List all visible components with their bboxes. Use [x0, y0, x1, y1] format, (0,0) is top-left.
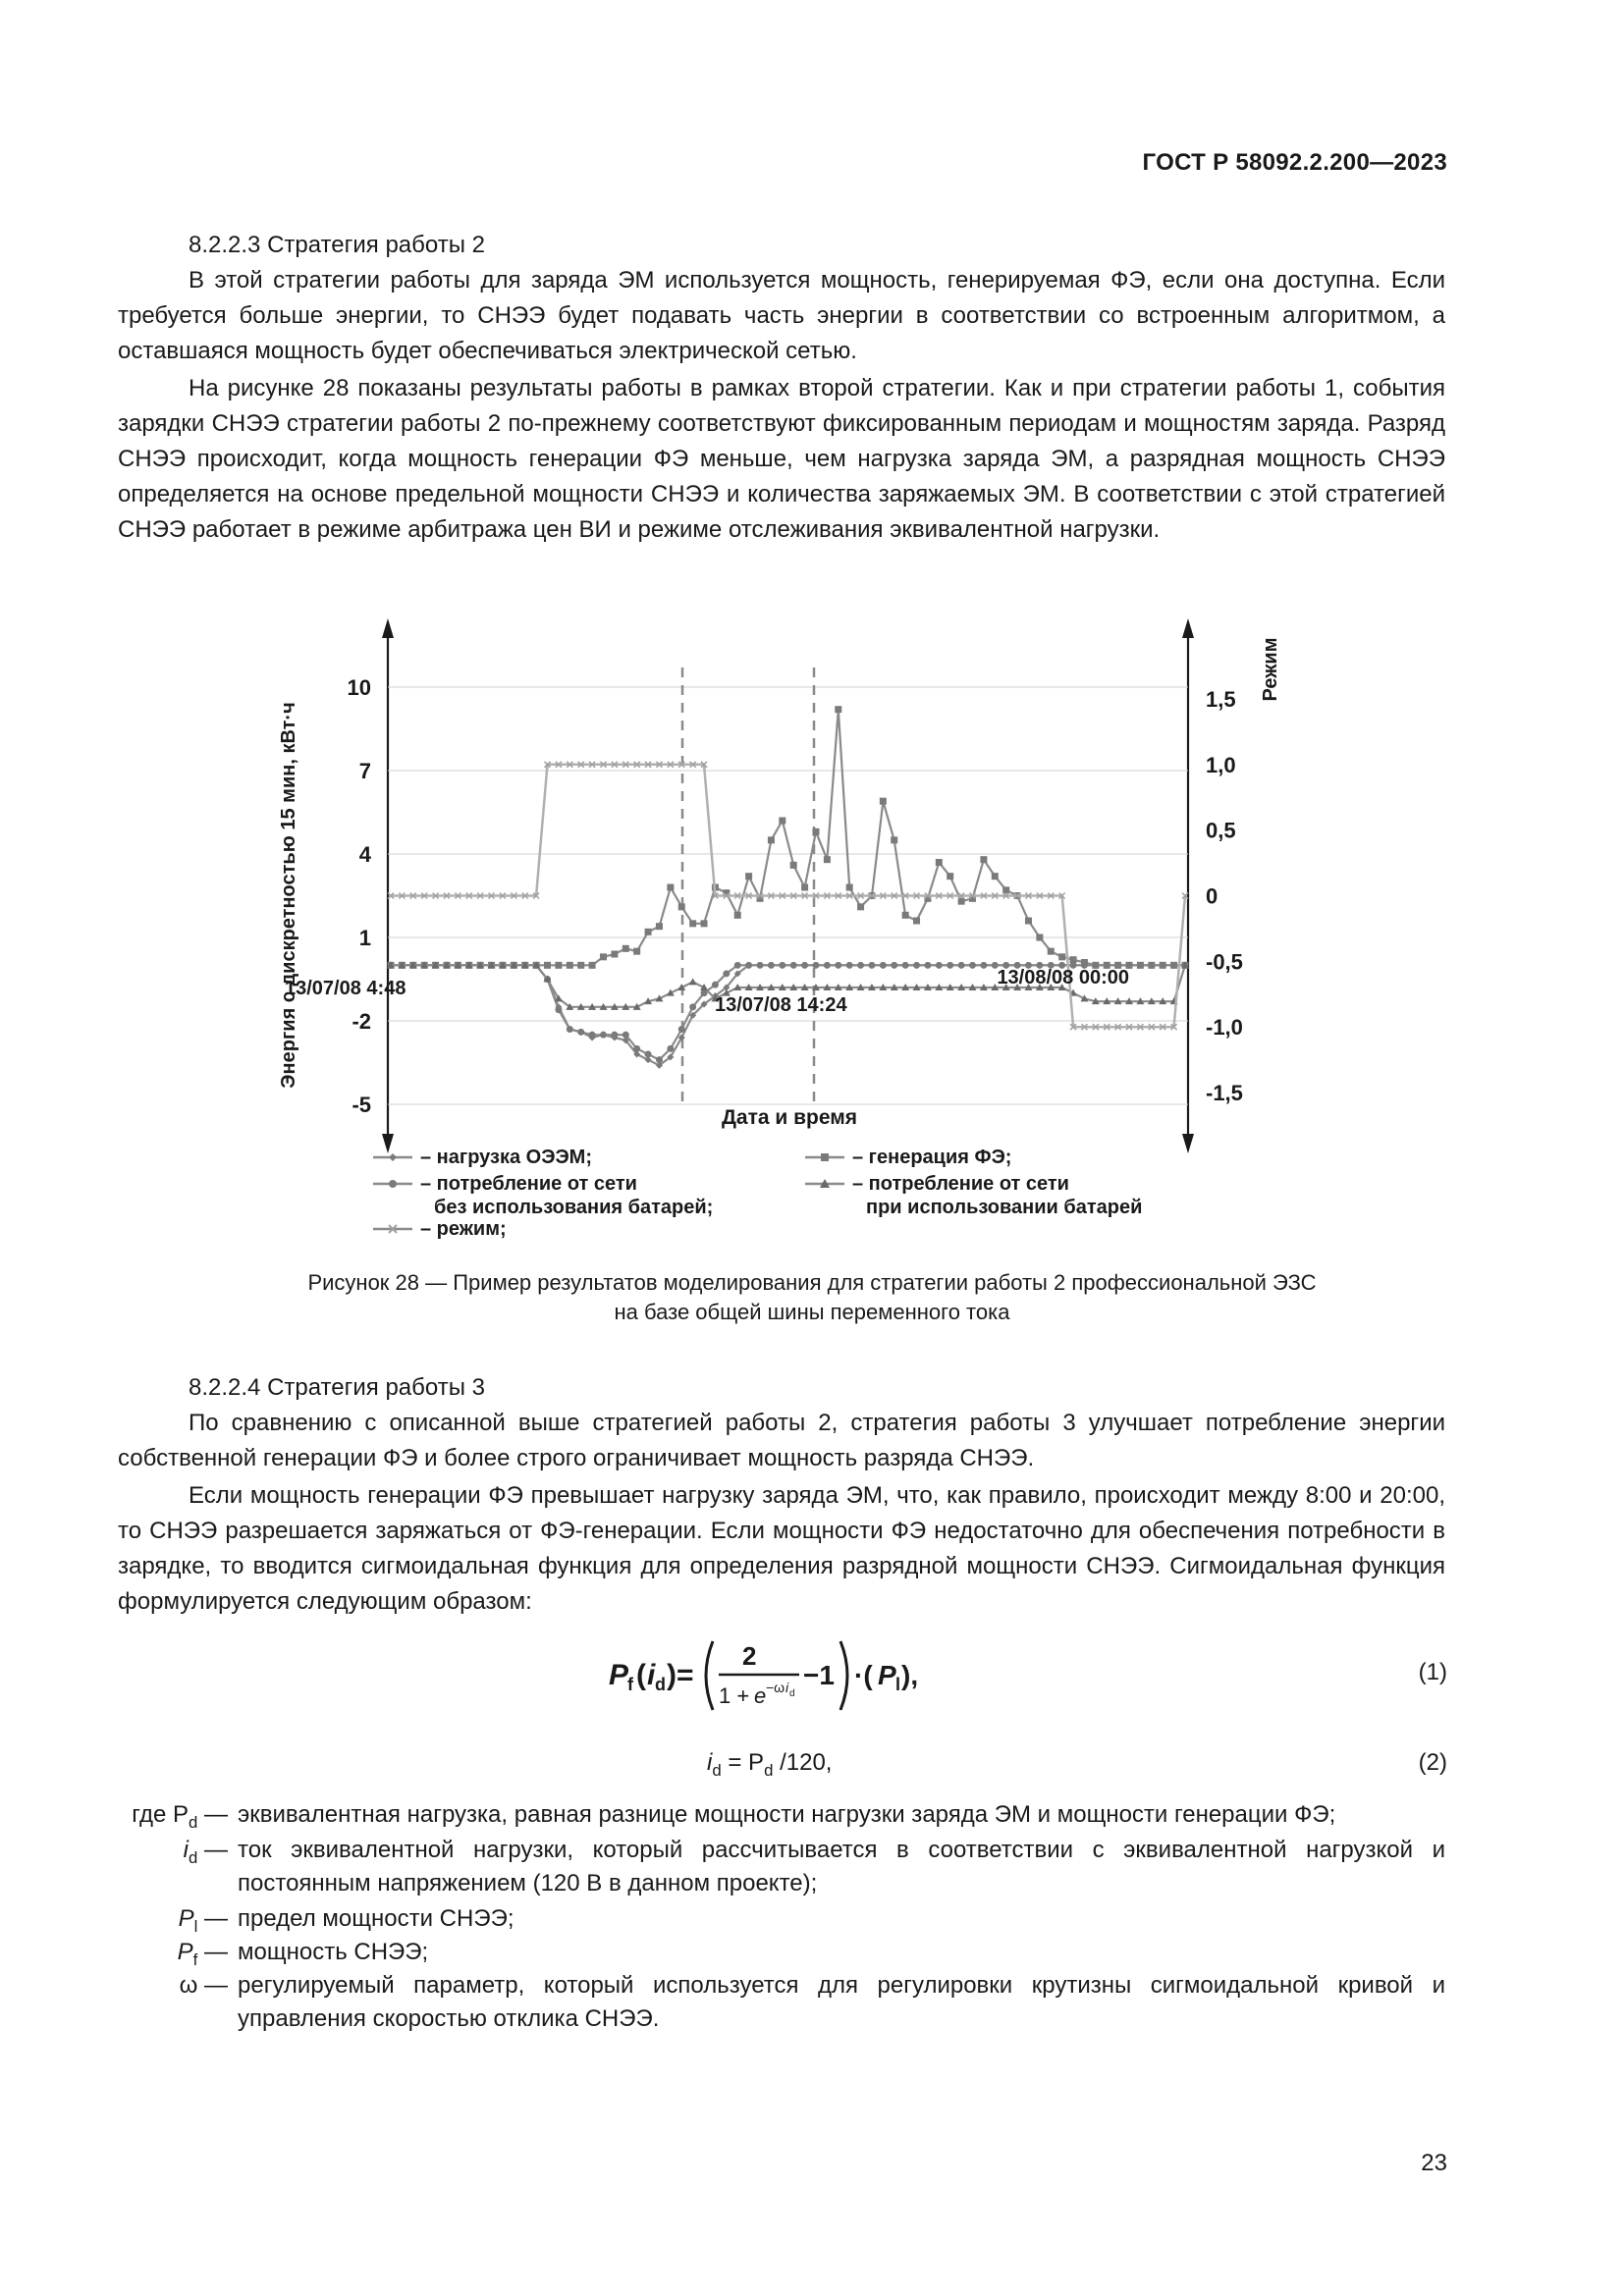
y-tick-label: 1	[358, 926, 371, 950]
data-point	[667, 884, 674, 891]
data-point	[812, 962, 819, 969]
definition-text: регулируемый параметр, который используется для регулировки крутизны сигмоидальной кривой и управления скоростью отклика СНЭЭ.	[238, 1972, 1445, 2032]
y-tick-label: -2	[352, 1009, 371, 1034]
legend-marker	[389, 1180, 397, 1188]
y-axis-arrow-up-icon	[382, 618, 394, 638]
data-point	[1170, 962, 1177, 969]
svg-text:−ω: −ω	[766, 1680, 785, 1695]
page-number: 23	[1421, 2150, 1447, 2176]
data-point	[633, 1045, 640, 1052]
y-tick-label: 4	[358, 842, 371, 867]
data-point	[600, 953, 607, 960]
data-point	[790, 962, 797, 969]
data-point	[745, 873, 752, 880]
data-point	[678, 1026, 685, 1033]
figure-caption	[118, 1268, 1506, 1327]
data-point	[835, 962, 841, 969]
legend-label: – нагрузка ОЭЭМ;	[420, 1147, 592, 1168]
data-point	[555, 1006, 562, 1013]
svg-text:i: i	[785, 1680, 789, 1695]
equation-number: (1)	[1418, 1659, 1447, 1685]
y2-axis-label: Режим	[1260, 637, 1281, 702]
data-point	[835, 706, 841, 713]
data-point	[824, 856, 831, 863]
data-point	[589, 1032, 596, 1039]
data-point	[980, 962, 987, 969]
legend-label: – потребление от сети	[420, 1173, 637, 1195]
definition-symbol: где $P_d$ —	[132, 1801, 228, 1832]
definitions-list	[118, 1798, 1445, 2036]
data-point	[913, 918, 920, 925]
legend-label: – генерация ФЭ;	[852, 1147, 1012, 1168]
x-annotation: 13/07/08 14:24	[715, 994, 847, 1016]
svg-text:i: i	[647, 1659, 656, 1691]
equation-text: /120,	[773, 1749, 833, 1776]
svg-text:f: f	[627, 1675, 633, 1694]
data-point	[1025, 918, 1032, 925]
data-point	[600, 1032, 607, 1039]
data-point	[544, 962, 551, 969]
y2-axis-arrow-up-icon	[1182, 618, 1194, 638]
definition-item	[118, 1902, 1445, 1936]
data-point	[1058, 953, 1065, 960]
y2-axis-arrow-down-icon	[1182, 1134, 1194, 1153]
y2-tick-label: 1,0	[1206, 752, 1236, 777]
data-point	[779, 818, 785, 825]
data-point	[958, 962, 965, 969]
y-axis-label: Энергия с дискретностью 15 мин, кВт·ч	[278, 702, 299, 1089]
data-point	[645, 929, 652, 935]
legend-marker	[389, 1153, 397, 1161]
definition-item	[118, 1834, 1445, 1900]
y2-tick-label: -1,0	[1206, 1015, 1243, 1041]
data-point	[1148, 962, 1155, 969]
data-point	[891, 836, 897, 843]
data-point	[969, 962, 976, 969]
data-point	[633, 948, 640, 955]
data-point	[567, 962, 573, 969]
data-point	[577, 1029, 584, 1036]
y-tick-label: 7	[358, 759, 371, 783]
data-point	[980, 856, 987, 863]
svg-text:P: P	[609, 1659, 629, 1691]
data-point	[880, 798, 887, 805]
legend-label: при использовании батарей	[866, 1197, 1143, 1218]
data-point	[567, 1026, 573, 1033]
equation-text: = P	[728, 1749, 765, 1776]
paragraph: На рисунке 28 показаны результаты работы в рамках второй стратегии. Как и при стратегии работы 1, события зарядки СНЭЭ стратегии работы 2 по-прежнему соответствуют фиксированным периодам и мощностям заряда. Разряд СНЭЭ происходит, когда мощность генерации ФЭ меньше, чем нагрузка заряда ЭМ, а разрядная мощность СНЭЭ определяется на основе предельной мощности СНЭЭ и количества заряжаемых ЭМ. В соответствии с этой стратегией СНЭЭ работает в режиме арбитража цен ВИ и режиме отслеживания эквивалентной нагрузки.	[118, 375, 1445, 543]
svg-text:e: e	[754, 1683, 767, 1708]
data-point	[757, 962, 764, 969]
definition-item	[118, 1969, 1445, 2036]
y2-tick-label: 1,5	[1206, 687, 1236, 712]
data-point	[623, 945, 629, 952]
definition-symbol: $i_d$ —	[183, 1837, 228, 1867]
definition-symbol: $P_f$ —	[177, 1939, 228, 1969]
data-point	[947, 873, 953, 880]
legend-label: – режим;	[420, 1218, 507, 1240]
data-point	[846, 962, 853, 969]
data-point	[645, 1051, 652, 1058]
definition-text: эквивалентная нагрузка, равная разнице мощности нагрузки заряда ЭМ и мощности генерации ФЭ;	[238, 1801, 1336, 1828]
data-point	[924, 962, 931, 969]
data-point	[712, 982, 719, 988]
data-point	[1137, 962, 1144, 969]
data-point	[768, 962, 775, 969]
x-annotation: 13/08/08 00:00	[997, 967, 1129, 988]
data-point	[701, 920, 708, 927]
section-heading: 8.2.2.4 Стратегия работы 3	[189, 1374, 485, 1401]
definition-text: ток эквивалентной нагрузки, который рассчитывается в соответствии с эквивалентной нагрузкой и постоянным напряжением (120 В в данном проекте);	[238, 1837, 1445, 1896]
data-point	[812, 828, 819, 835]
data-point	[734, 962, 741, 969]
data-point	[857, 962, 864, 969]
data-point	[947, 962, 953, 969]
caption-line: на базе общей шины переменного тока	[614, 1300, 1010, 1324]
chart-figure-28	[255, 609, 1335, 1247]
section-strategy-2	[118, 228, 1445, 548]
svg-text:),: ),	[901, 1660, 919, 1690]
data-point	[801, 884, 808, 891]
data-point	[880, 962, 887, 969]
data-point	[913, 962, 920, 969]
data-point	[623, 1032, 629, 1039]
definition-text: предел мощности СНЭЭ;	[238, 1905, 514, 1932]
data-point	[902, 912, 909, 919]
data-point	[745, 962, 752, 969]
data-point	[824, 962, 831, 969]
data-point	[689, 978, 697, 985]
data-point	[656, 923, 663, 930]
equation-1	[609, 1629, 962, 1723]
data-point	[790, 862, 797, 869]
y2-tick-label: -0,5	[1206, 949, 1243, 975]
y-axis-arrow-down-icon	[382, 1134, 394, 1153]
data-point	[857, 903, 864, 910]
definition-symbol: $P_l$ —	[178, 1905, 228, 1936]
legend-label: без использования батарей;	[434, 1197, 714, 1218]
data-point	[768, 836, 775, 843]
data-point	[689, 920, 696, 927]
paragraph: В этой стратегии работы для заряда ЭМ используется мощность, генерируемая ФЭ, если она доступна. Если требуется больше энергии, то СНЭЭ будет подавать часть энергии в соответствии со встроенным алгоритмом, а оставшаяся мощность будет обеспечиваться электрической сетью.	[118, 267, 1445, 364]
definition-item	[118, 1798, 1445, 1832]
data-point	[992, 873, 999, 880]
legend-marker	[821, 1153, 829, 1161]
section-heading: 8.2.2.3 Стратегия работы 2	[189, 232, 485, 258]
data-point	[667, 1045, 674, 1052]
svg-text:l: l	[895, 1675, 901, 1694]
svg-text:d: d	[655, 1675, 666, 1694]
svg-text:P: P	[878, 1660, 896, 1690]
data-point	[936, 859, 943, 866]
document-header: ГОСТ Р 58092.2.200—2023	[1142, 149, 1447, 176]
y2-tick-label: -1,5	[1206, 1081, 1243, 1105]
data-point	[577, 962, 584, 969]
data-point	[656, 1056, 663, 1063]
data-point	[689, 1003, 696, 1010]
data-point	[846, 884, 853, 891]
svg-text:2: 2	[742, 1641, 757, 1671]
definition-symbol: ω —	[179, 1972, 228, 1999]
svg-text:·(: ·(	[854, 1660, 873, 1690]
data-point	[611, 1032, 618, 1039]
data-point	[1160, 962, 1166, 969]
section-strategy-3	[118, 1370, 1445, 1620]
data-point	[779, 962, 785, 969]
svg-text:−1: −1	[803, 1660, 835, 1690]
svg-text:)=: )=	[667, 1659, 694, 1691]
data-point	[801, 962, 808, 969]
data-point	[678, 903, 685, 910]
data-point	[1048, 948, 1055, 955]
y2-tick-label: 0,5	[1206, 818, 1236, 843]
data-point	[1036, 934, 1043, 941]
equation-number: (2)	[1418, 1749, 1447, 1776]
svg-text:(: (	[636, 1659, 646, 1691]
equation-2: $i_d = P_d$ /120,	[707, 1749, 833, 1780]
data-point	[723, 970, 730, 977]
data-point	[734, 912, 741, 919]
data-point	[611, 951, 618, 958]
data-point	[891, 962, 897, 969]
paragraph: По сравнению с описанной выше стратегией работы 2, стратегия работы 3 улучшает потребление энергии собственной генерации ФЭ и более строго ограничивает мощность разряда СНЭЭ.	[118, 1410, 1445, 1471]
y2-tick-label: 0	[1206, 883, 1218, 909]
y-tick-label: -5	[352, 1093, 371, 1117]
x-annotation: 13/07/08 4:48	[285, 978, 406, 999]
definition-item	[118, 1936, 1445, 1969]
data-point	[902, 962, 909, 969]
caption-line: Рисунок 28 — Пример результатов моделирования для стратегии работы 2 профессиональной ЭЗС	[307, 1270, 1317, 1295]
data-point	[589, 962, 596, 969]
data-point	[555, 962, 562, 969]
data-point	[868, 962, 875, 969]
svg-text:d: d	[789, 1688, 795, 1699]
x-axis-label: Дата и время	[721, 1106, 858, 1129]
y-tick-label: 10	[347, 675, 371, 700]
data-point	[936, 962, 943, 969]
paragraph: Если мощность генерации ФЭ превышает нагрузку заряда ЭМ, что, как правило, происходит между 8:00 и 20:00, то СНЭЭ разрешается заряжаться от ФЭ-генерации. Если мощности ФЭ недостаточно для обеспечения потребности в зарядке, то вводится сигмоидальная функция для определения разрядной мощности СНЭЭ. Сигмоидальная функция формулируется следующим образом:	[118, 1482, 1445, 1615]
definition-text: мощность СНЭЭ;	[238, 1939, 429, 1965]
svg-text:1 +: 1 +	[719, 1683, 750, 1708]
legend-label: – потребление от сети	[852, 1173, 1069, 1195]
